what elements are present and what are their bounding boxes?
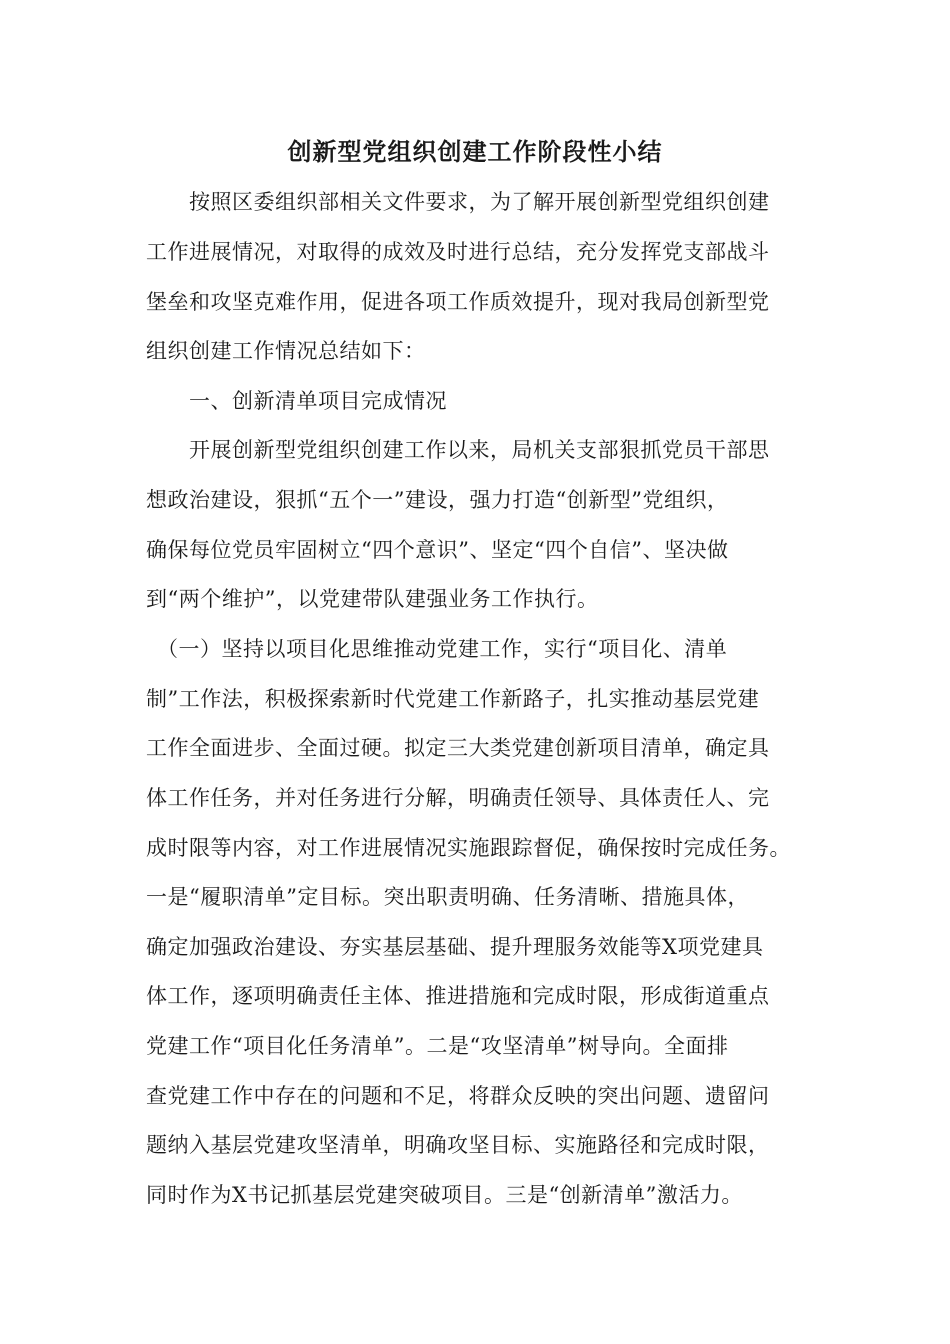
- body-line: 按照区委组织部相关文件要求，为了解开展创新型党组织创建: [146, 190, 770, 214]
- body-line: 想政治建设，狠抓“五个一”建设，强力打造“创新型”党组织，: [146, 488, 729, 512]
- section-heading: 一、创新清单项目完成情况: [146, 389, 447, 413]
- body-line: 工作全面进步、全面过硬。拟定三大类党建创新项目清单，确定具: [146, 736, 770, 760]
- body-line: 同时作为X书记抓基层党建突破项目。三是“创新清单”激活力。: [146, 1183, 743, 1207]
- body-line: 体工作，逐项明确责任主体、推进措施和完成时限，形成街道重点: [146, 984, 770, 1008]
- body-line: 查党建工作中存在的问题和不足，将群众反映的突出问题、遗留问: [146, 1084, 770, 1108]
- subsection-line: （一）坚持以项目化思维推动党建工作，实行“项目化、清单: [146, 637, 728, 661]
- body-line: 确保每位党员牢固树立“四个意识”、坚定“四个自信”、坚决做: [146, 538, 729, 562]
- body-line: 开展创新型党组织创建工作以来，局机关支部狠抓党员干部思: [146, 438, 770, 462]
- body-line: 成时限等内容，对工作进展情况实施跟踪督促，确保按时完成任务。: [146, 836, 791, 860]
- body-line: 党建工作“项目化任务清单”。二是“攻坚清单”树导向。全面排: [146, 1034, 729, 1058]
- body-line: 堡垒和攻坚克难作用，促进各项工作质效提升，现对我局创新型党: [146, 290, 770, 314]
- body-line: 体工作任务，并对任务进行分解，明确责任领导、具体责任人、完: [146, 786, 770, 810]
- body-line: 一是“履职清单”定目标。突出职责明确、任务清晰、措施具体，: [146, 885, 749, 909]
- body-line: 确定加强政治建设、夯实基层基础、提升理服务效能等X项党建具: [146, 935, 764, 959]
- document-title: 创新型党组织创建工作阶段性小结: [287, 137, 663, 166]
- body-line: 制”工作法，积极探索新时代党建工作新路子，扎实推动基层党建: [146, 687, 760, 711]
- body-line: 工作进展情况，对取得的成效及时进行总结，充分发挥党支部战斗: [146, 240, 770, 264]
- body-line: 组织创建工作情况总结如下：: [146, 339, 426, 363]
- body-line: 到“两个维护”，以党建带队建强业务工作执行。: [146, 587, 599, 611]
- body-line: 题纳入基层党建攻坚清单，明确攻坚目标、实施路径和完成时限，: [146, 1133, 770, 1157]
